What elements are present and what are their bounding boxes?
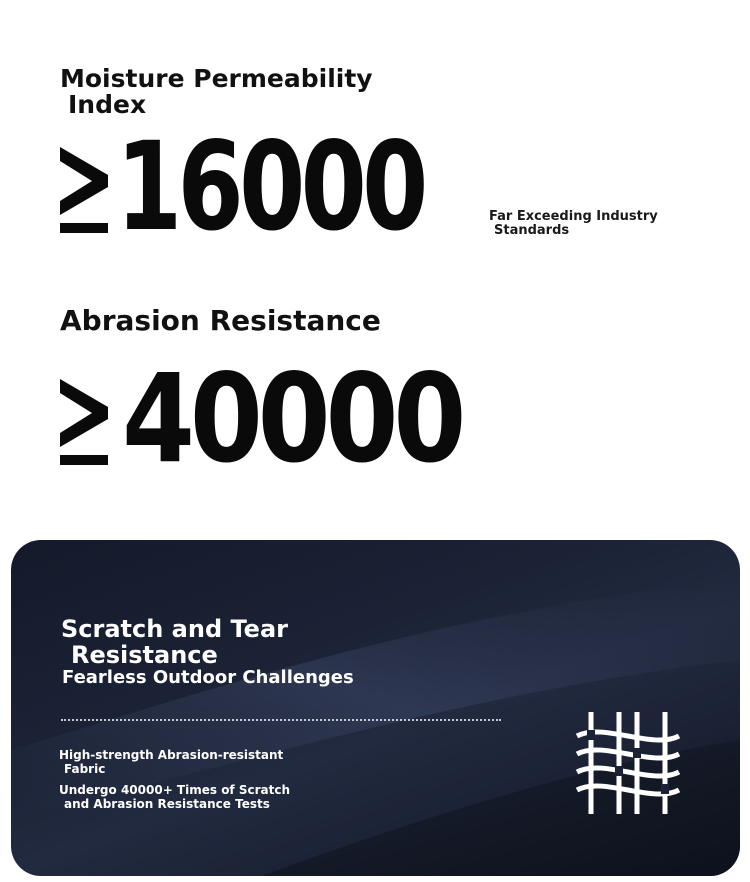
moisture-title-line2: Index bbox=[68, 90, 147, 120]
greater-equal-icon bbox=[58, 139, 110, 235]
feature-line2: and Abrasion Resistance Tests bbox=[64, 796, 270, 811]
moisture-note-line1: Far Exceeding Industry bbox=[489, 209, 658, 224]
panel-subtitle: Fearless Outdoor Challenges bbox=[62, 667, 354, 688]
feature-line2: Fabric bbox=[64, 761, 106, 776]
feature-line1: High-strength Abrasion-resistant bbox=[59, 748, 284, 762]
dotted-divider bbox=[61, 719, 501, 721]
moisture-note-line2: Standards bbox=[494, 223, 570, 239]
panel-title bbox=[61, 616, 288, 669]
feature-item bbox=[59, 784, 290, 812]
scratch-tear-panel bbox=[11, 540, 740, 876]
moisture-value: 16000 bbox=[116, 116, 424, 258]
abrasion-value-display bbox=[58, 348, 516, 490]
abrasion-resistance-title: Abrasion Resistance bbox=[60, 304, 381, 337]
feature-item bbox=[59, 749, 283, 777]
moisture-note bbox=[489, 210, 689, 239]
panel-title-line2: Resistance bbox=[71, 641, 218, 670]
moisture-value-display bbox=[58, 116, 510, 258]
feature-line1: Undergo 40000+ Times of Scratch bbox=[59, 783, 290, 797]
greater-equal-icon bbox=[58, 371, 110, 467]
fabric-weave-icon bbox=[573, 708, 683, 818]
moisture-permeability-title bbox=[60, 66, 400, 119]
moisture-title-line1: Moisture Permeability bbox=[60, 64, 373, 93]
panel-title-line1: Scratch and Tear bbox=[61, 615, 288, 643]
abrasion-value: 40000 bbox=[122, 348, 462, 490]
